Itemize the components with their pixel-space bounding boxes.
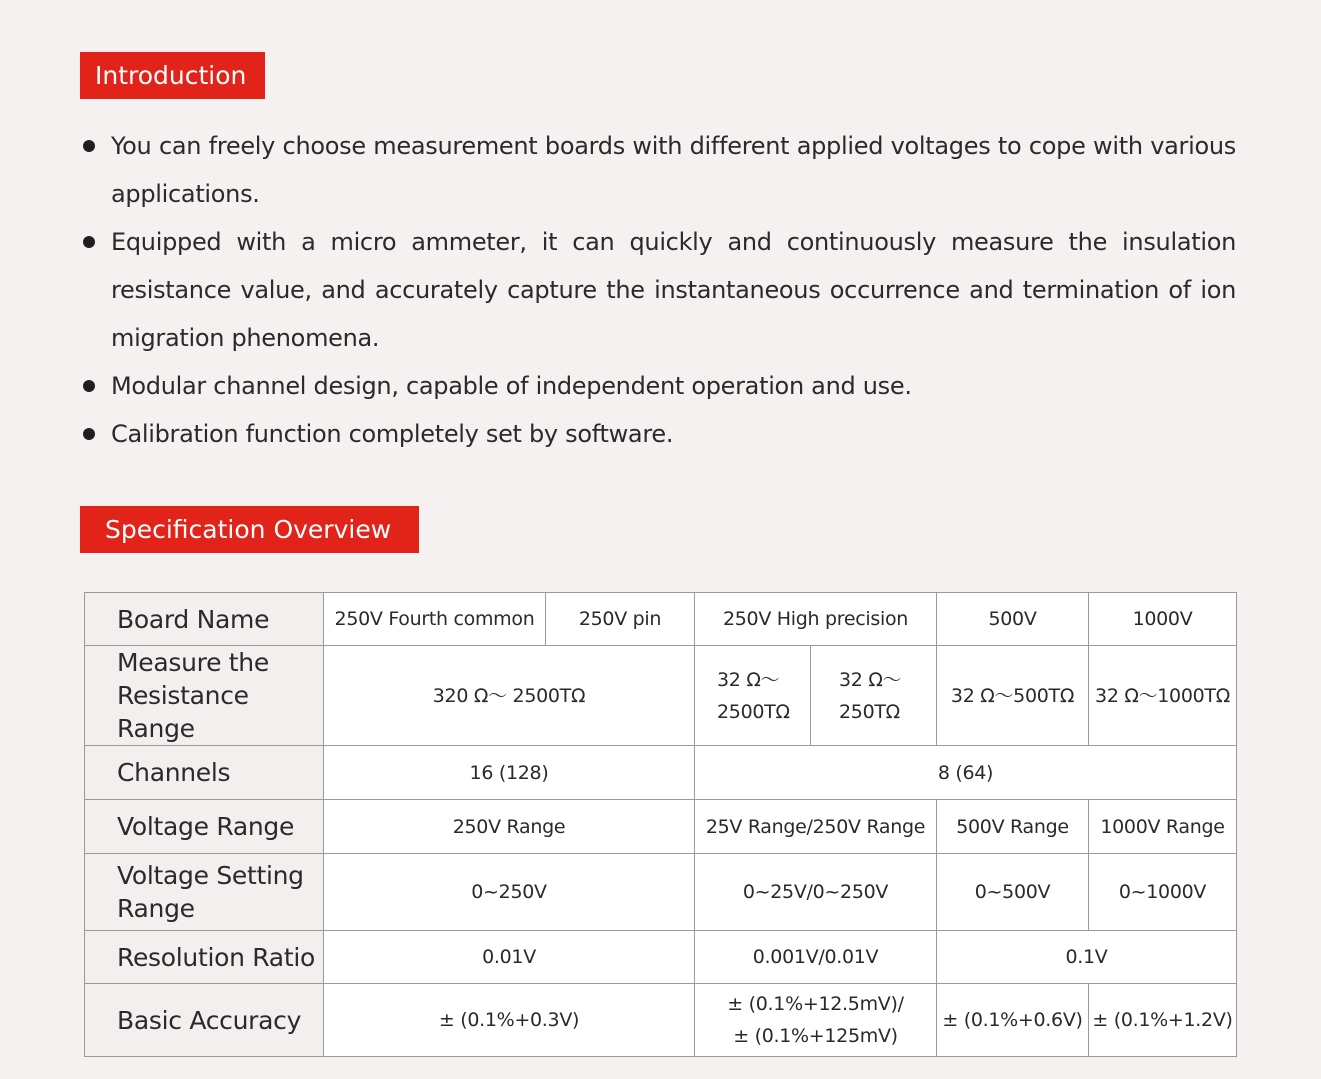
bullet-text: Calibration function completely set by software. (111, 420, 674, 448)
table-cell: 1000V (1089, 593, 1237, 646)
feature-list (80, 122, 1236, 458)
table-cell: 0.001V/0.01V (695, 931, 937, 984)
list-item (80, 218, 1236, 362)
table-cell: 320 Ω～ 2500TΩ (324, 646, 695, 746)
list-item (80, 410, 1236, 458)
row-header: Voltage Setting Range (85, 854, 324, 931)
table-cell: ± (0.1%+1.2V) (1089, 984, 1237, 1057)
bullet-icon (83, 140, 95, 152)
table-cell: 0.1V (937, 931, 1237, 984)
table-cell: ± (0.1%+0.6V) (937, 984, 1089, 1057)
row-header: Board Name (85, 593, 324, 646)
table-row (85, 593, 1237, 646)
bullet-text: Modular channel design, capable of independent operation and use. (111, 372, 912, 400)
table-cell: 0~25V/0~250V (695, 854, 937, 931)
table-cell: 0.01V (324, 931, 695, 984)
table-cell: 250V Range (324, 800, 695, 854)
table-row (85, 646, 1237, 746)
table-cell: 250V High precision (695, 593, 937, 646)
table-cell: 32 Ω～1000TΩ (1089, 646, 1237, 746)
list-item (80, 362, 1236, 410)
bullet-text: Equipped with a micro ammeter, it can quickly and continuously measure the insulation resistance value, and accurately capture the instantaneous occurrence and termination of ion migration phenomena. (111, 228, 1236, 352)
table-row (85, 931, 1237, 984)
row-header: Resolution Ratio (85, 931, 324, 984)
table-cell: 32 Ω～ 250TΩ (811, 646, 937, 746)
table-cell: ± (0.1%+12.5mV)/ ± (0.1%+125mV) (695, 984, 937, 1057)
table-cell: 500V (937, 593, 1089, 646)
table-cell: 8 (64) (695, 746, 1237, 800)
row-header: Voltage Range (85, 800, 324, 854)
table-cell: ± (0.1%+0.3V) (324, 984, 695, 1057)
specification-heading: Specification Overview (80, 506, 419, 553)
table-row (85, 854, 1237, 931)
list-item (80, 122, 1236, 218)
row-header: Measure the Resistance Range (85, 646, 324, 746)
table-row (85, 746, 1237, 800)
table-row (85, 800, 1237, 854)
table-cell: 32 Ω～ 2500TΩ (695, 646, 811, 746)
bullet-text: You can freely choose measurement boards with different applied voltages to cope with various applications. (111, 132, 1236, 208)
table-cell: 0~250V (324, 854, 695, 931)
table-cell: 500V Range (937, 800, 1089, 854)
table-cell: 25V Range/250V Range (695, 800, 937, 854)
row-header: Basic Accuracy (85, 984, 324, 1057)
row-header: Channels (85, 746, 324, 800)
bullet-icon (83, 428, 95, 440)
specification-table (84, 592, 1237, 1057)
table-cell: 0~500V (937, 854, 1089, 931)
table-cell: 250V pin (546, 593, 695, 646)
table-row (85, 984, 1237, 1057)
table-cell: 32 Ω～500TΩ (937, 646, 1089, 746)
introduction-heading: Introduction (80, 52, 265, 99)
table-cell: 0~1000V (1089, 854, 1237, 931)
table-cell: 250V Fourth common (324, 593, 546, 646)
bullet-icon (83, 236, 95, 248)
bullet-icon (83, 380, 95, 392)
table-cell: 16 (128) (324, 746, 695, 800)
table-cell: 1000V Range (1089, 800, 1237, 854)
